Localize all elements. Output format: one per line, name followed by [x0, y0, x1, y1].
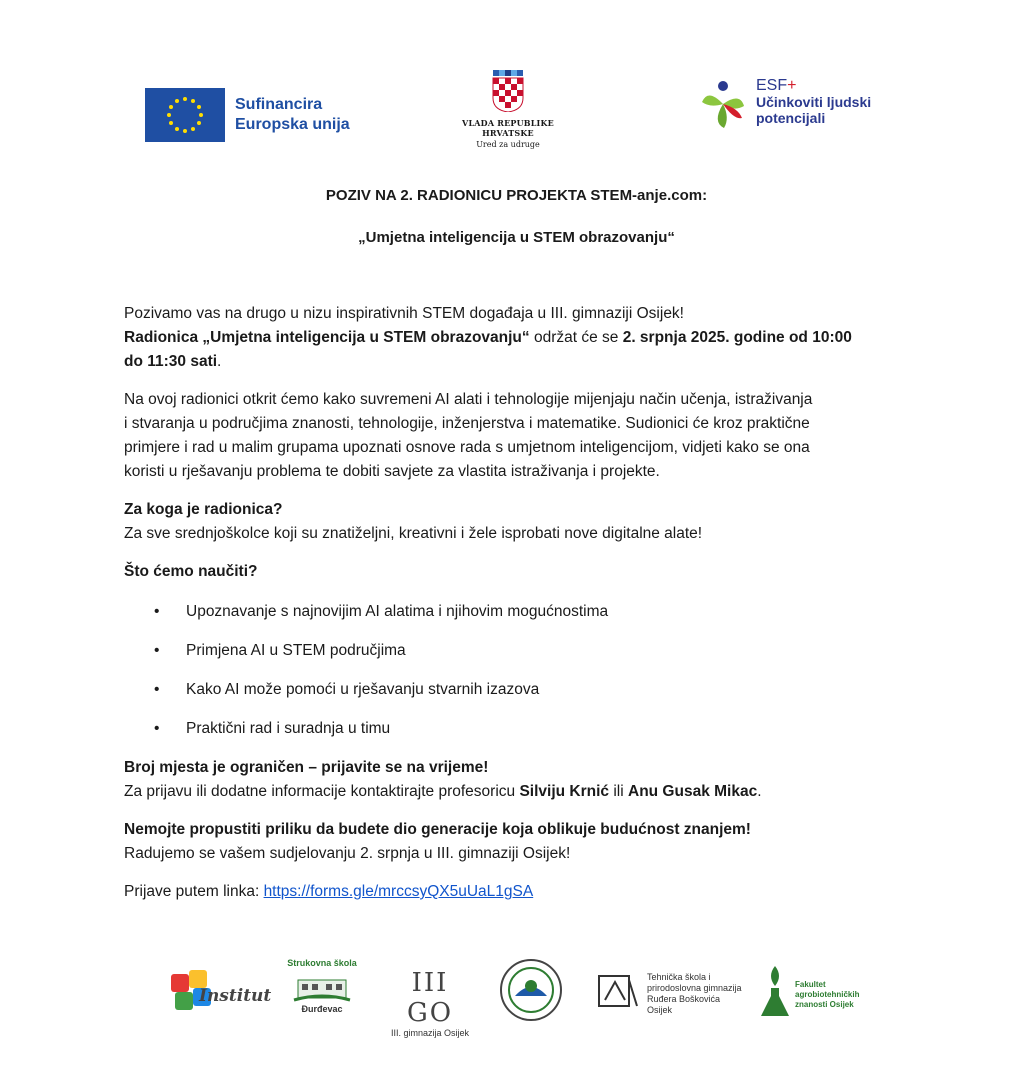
fakultet-line2: agrobiotehničkih	[795, 990, 860, 999]
fakultet-line1: Fakultet	[795, 980, 826, 989]
contact-name-2: Anu Gusak Mikac	[628, 783, 758, 800]
tehnicka-line4: Osijek	[647, 1005, 673, 1015]
esf-mark: ESF	[756, 77, 788, 94]
round-seal-icon	[499, 958, 563, 1022]
audience-heading: Za koga je radionica?	[124, 501, 283, 518]
intro-mid: održat će se	[529, 329, 623, 346]
intro-line1: Pozivamo vas na drugo u nizu inspirativnih STEM događaja u III. gimnaziji Osijek!	[124, 305, 684, 322]
footer-logos	[165, 958, 885, 1038]
eu-line2: Europska unija	[235, 116, 350, 133]
tehnicka-line1: Tehnička škola i	[647, 972, 711, 982]
closing-section	[124, 818, 914, 866]
croatian-coat-of-arms-icon	[491, 70, 525, 112]
gimnazija-name: III. gimnazija Osijek	[390, 1028, 470, 1038]
workshop-subtitle: „Umjetna inteligencija u STEM obrazovanju“	[358, 229, 675, 246]
description-line2: i stvaranja u područjima znanosti, tehnologije, inženjerstva i matematike. Sudionici će kroz praktične	[124, 415, 810, 432]
intro-date: 2. srpnja 2025. godine od 10:00	[622, 329, 852, 346]
eu-line1: Sufinancira	[235, 96, 323, 113]
description-line1: Na ovoj radionici otkrit ćemo kako suvremeni AI alati i tehnologije mijenjaju način učenja, istraživanja	[124, 391, 813, 408]
school-seal-logo	[499, 958, 565, 1028]
esf-flower-icon	[698, 78, 748, 130]
learn-heading	[124, 560, 914, 584]
gimnazija-mark: III GO	[406, 968, 454, 1028]
esf-logo	[698, 78, 871, 130]
signup-line	[124, 880, 914, 904]
list-item: • Primjena AI u STEM područjima	[124, 639, 914, 678]
intro-end: .	[217, 353, 222, 370]
signup-label: Prijave putem linka:	[124, 883, 264, 900]
intro-time-end: do 11:30 sati	[124, 353, 218, 370]
learn-heading-text: Što ćemo naučiti?	[124, 563, 258, 580]
contact-mid: ili	[609, 783, 628, 800]
strukovna-name: Strukovna škola	[287, 958, 357, 968]
learn-list	[124, 600, 914, 756]
description-line4: koristi u rješavanju problema te dobiti savjete za vlastita istraživanja i projekte.	[124, 463, 660, 480]
fakultet-logo	[761, 958, 881, 1028]
signup-link[interactable]: https://forms.gle/mrccsyQX5uUaL1gSA	[263, 883, 534, 900]
strukovna-logo	[283, 958, 361, 1028]
invitation-title: POZIV NA 2. RADIONICU PROJEKTA STEM-anje.com:	[325, 187, 708, 204]
school-building-icon	[292, 970, 352, 1004]
description-paragraph	[124, 388, 914, 484]
limited-section	[124, 756, 914, 804]
tehnicka-logo	[595, 958, 755, 1028]
gimnazija-logo	[385, 958, 475, 1038]
contact-pre: Za prijavu ili dodatne informacije kontaktirajte profesoricu	[124, 783, 520, 800]
eu-logo	[145, 88, 350, 142]
contact-name-1: Silviju Krnić	[519, 783, 610, 800]
header-logos	[0, 70, 1033, 150]
description-line3: primjere i rad u malim grupama upoznati osnove rada s umjetnom inteligencijom, vidjeti kako se ona	[124, 439, 810, 456]
list-item: • Upoznavanje s najnovijim AI alatima i njihovim mogućnostima	[124, 600, 914, 639]
tehnicka-line2: prirodoslovna gimnazija	[647, 983, 742, 993]
eu-flag-icon	[145, 88, 225, 142]
closing-text: Radujemo se vašem sudjelovanju 2. srpnja u III. gimnaziji Osijek!	[124, 845, 571, 862]
intro-paragraph	[124, 302, 914, 374]
gov-name: VLADA REPUBLIKE HRVATSKE	[462, 118, 554, 138]
institut-logo	[165, 958, 275, 1028]
audience-text: Za sve srednjoškolce koji su znatiželjni, kreativni i žele isprobati nove digitalne alate!	[124, 525, 703, 542]
gov-logo	[438, 70, 578, 149]
limited-heading: Broj mjesta je ograničen – prijavite se na vrijeme!	[124, 759, 489, 776]
institut-name: Institut	[199, 986, 272, 1006]
tehnicka-emblem-icon	[595, 970, 639, 1014]
gov-office: Ured za udruge	[476, 140, 540, 149]
fakultet-line3: znanosti Osijek	[795, 1000, 854, 1009]
intro-workshop-name: Radionica „Umjetna inteligencija u STEM obrazovanju“	[124, 329, 530, 346]
esf-line2: potencijali	[756, 110, 826, 126]
esf-plus: +	[787, 77, 797, 94]
tehnicka-line3: Ruđera Boškovića	[647, 994, 721, 1004]
document-body	[124, 302, 914, 904]
durdevac-name: Đurđevac	[301, 1004, 343, 1014]
flask-leaf-icon	[761, 962, 791, 1020]
esf-line1: Učinkoviti ljudski	[756, 94, 872, 110]
closing-heading: Nemojte propustiti priliku da budete dio generacije koja oblikuje budućnost znanjem!	[124, 821, 751, 838]
audience-section	[124, 498, 914, 546]
list-item: • Kako AI može pomoći u rješavanju stvarnih izazova	[124, 678, 914, 717]
list-item: • Praktični rad i suradnja u timu	[124, 717, 914, 756]
contact-end: .	[757, 783, 762, 800]
